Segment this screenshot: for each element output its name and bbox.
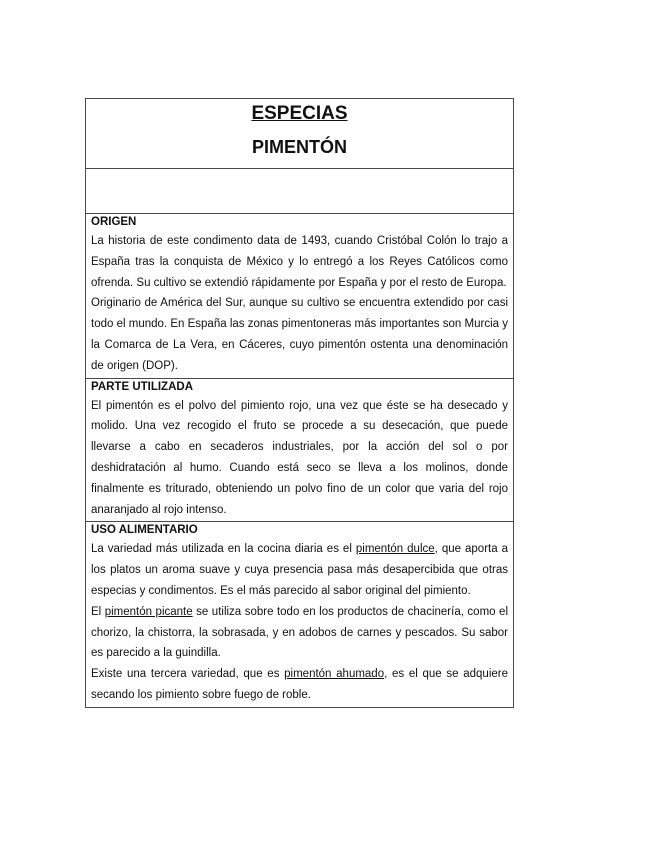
document-subtitle: PIMENTÓN [251,137,347,157]
section-origen [86,214,513,379]
section-heading: ORIGEN [91,216,137,228]
document-title: ESPECIAS [251,103,348,124]
section-paragraph [91,602,508,664]
pimenton-picante-link[interactable]: pimentón picante [104,605,193,618]
pimenton-dulce-link[interactable]: pimentón dulce [355,543,435,556]
section-parte-utilizada [86,379,513,523]
section-heading: USO ALIMENTARIO [91,524,198,537]
text-span: Existe una tercera variedad, que es [91,668,285,681]
spice-table [85,98,514,708]
text-span: , es el que se adquiere secando los pimiento sobre fuego de roble. [91,668,508,701]
section-uso-alimentario [86,522,513,706]
section-paragraph: La historia de este condimento data de 1493, cuando Cristóbal Colón lo trajo a España tras la conquista de México y lo entregó a los Reyes Católicos como ofrenda. Su cultivo se extendió rápidamente por España y por el resto de Europa. [91,235,508,289]
text-span: , que aporta a los platos un aroma suave y cuya presencia pasa más desapercibida que otras especias y condimentos. Es el más parecido al sabor original del pimiento. [91,543,509,597]
text-span: se utiliza sobre todo en los productos de chacinería, como el chorizo, la chistorra, la sobrasada, y en adobos de carnes y pescados. Su sabor es parecido a la guindilla. [91,605,508,660]
section-paragraph: Originario de América del Sur, aunque su cultivo se encuentra extendido por casi todo el mundo. En España las zonas pimentoneras más importantes son Murcia y la Comarca de La Vera, en Cáceres, cuyo pimentón ostenta una denominación de origen (DOP). [91,297,508,372]
empty-row [86,169,513,214]
title-cell [86,99,513,169]
section-paragraph [91,664,508,706]
section-paragraph: El pimentón es el polvo del pimiento rojo, una vez que éste se ha desecado y molido. Una vez recogido el fruto se procede a su desecación, que puede llevarse a cabo en secaderos industriales, por la acción del sol o por deshidratación al humo. Cuando está seco se lleva a los molinos, donde finalmente es triturado, obteniendo un polvo fino de un color que varia del rojo anaranjado al rojo intenso. [91,399,508,516]
section-paragraph [91,539,508,601]
text-span: La variedad más utilizada en la cocina diaria es el [91,543,356,556]
pimenton-ahumado-link[interactable]: pimentón ahumado [284,668,385,681]
section-heading: PARTE UTILIZADA [91,380,194,393]
text-span: El [91,605,105,618]
